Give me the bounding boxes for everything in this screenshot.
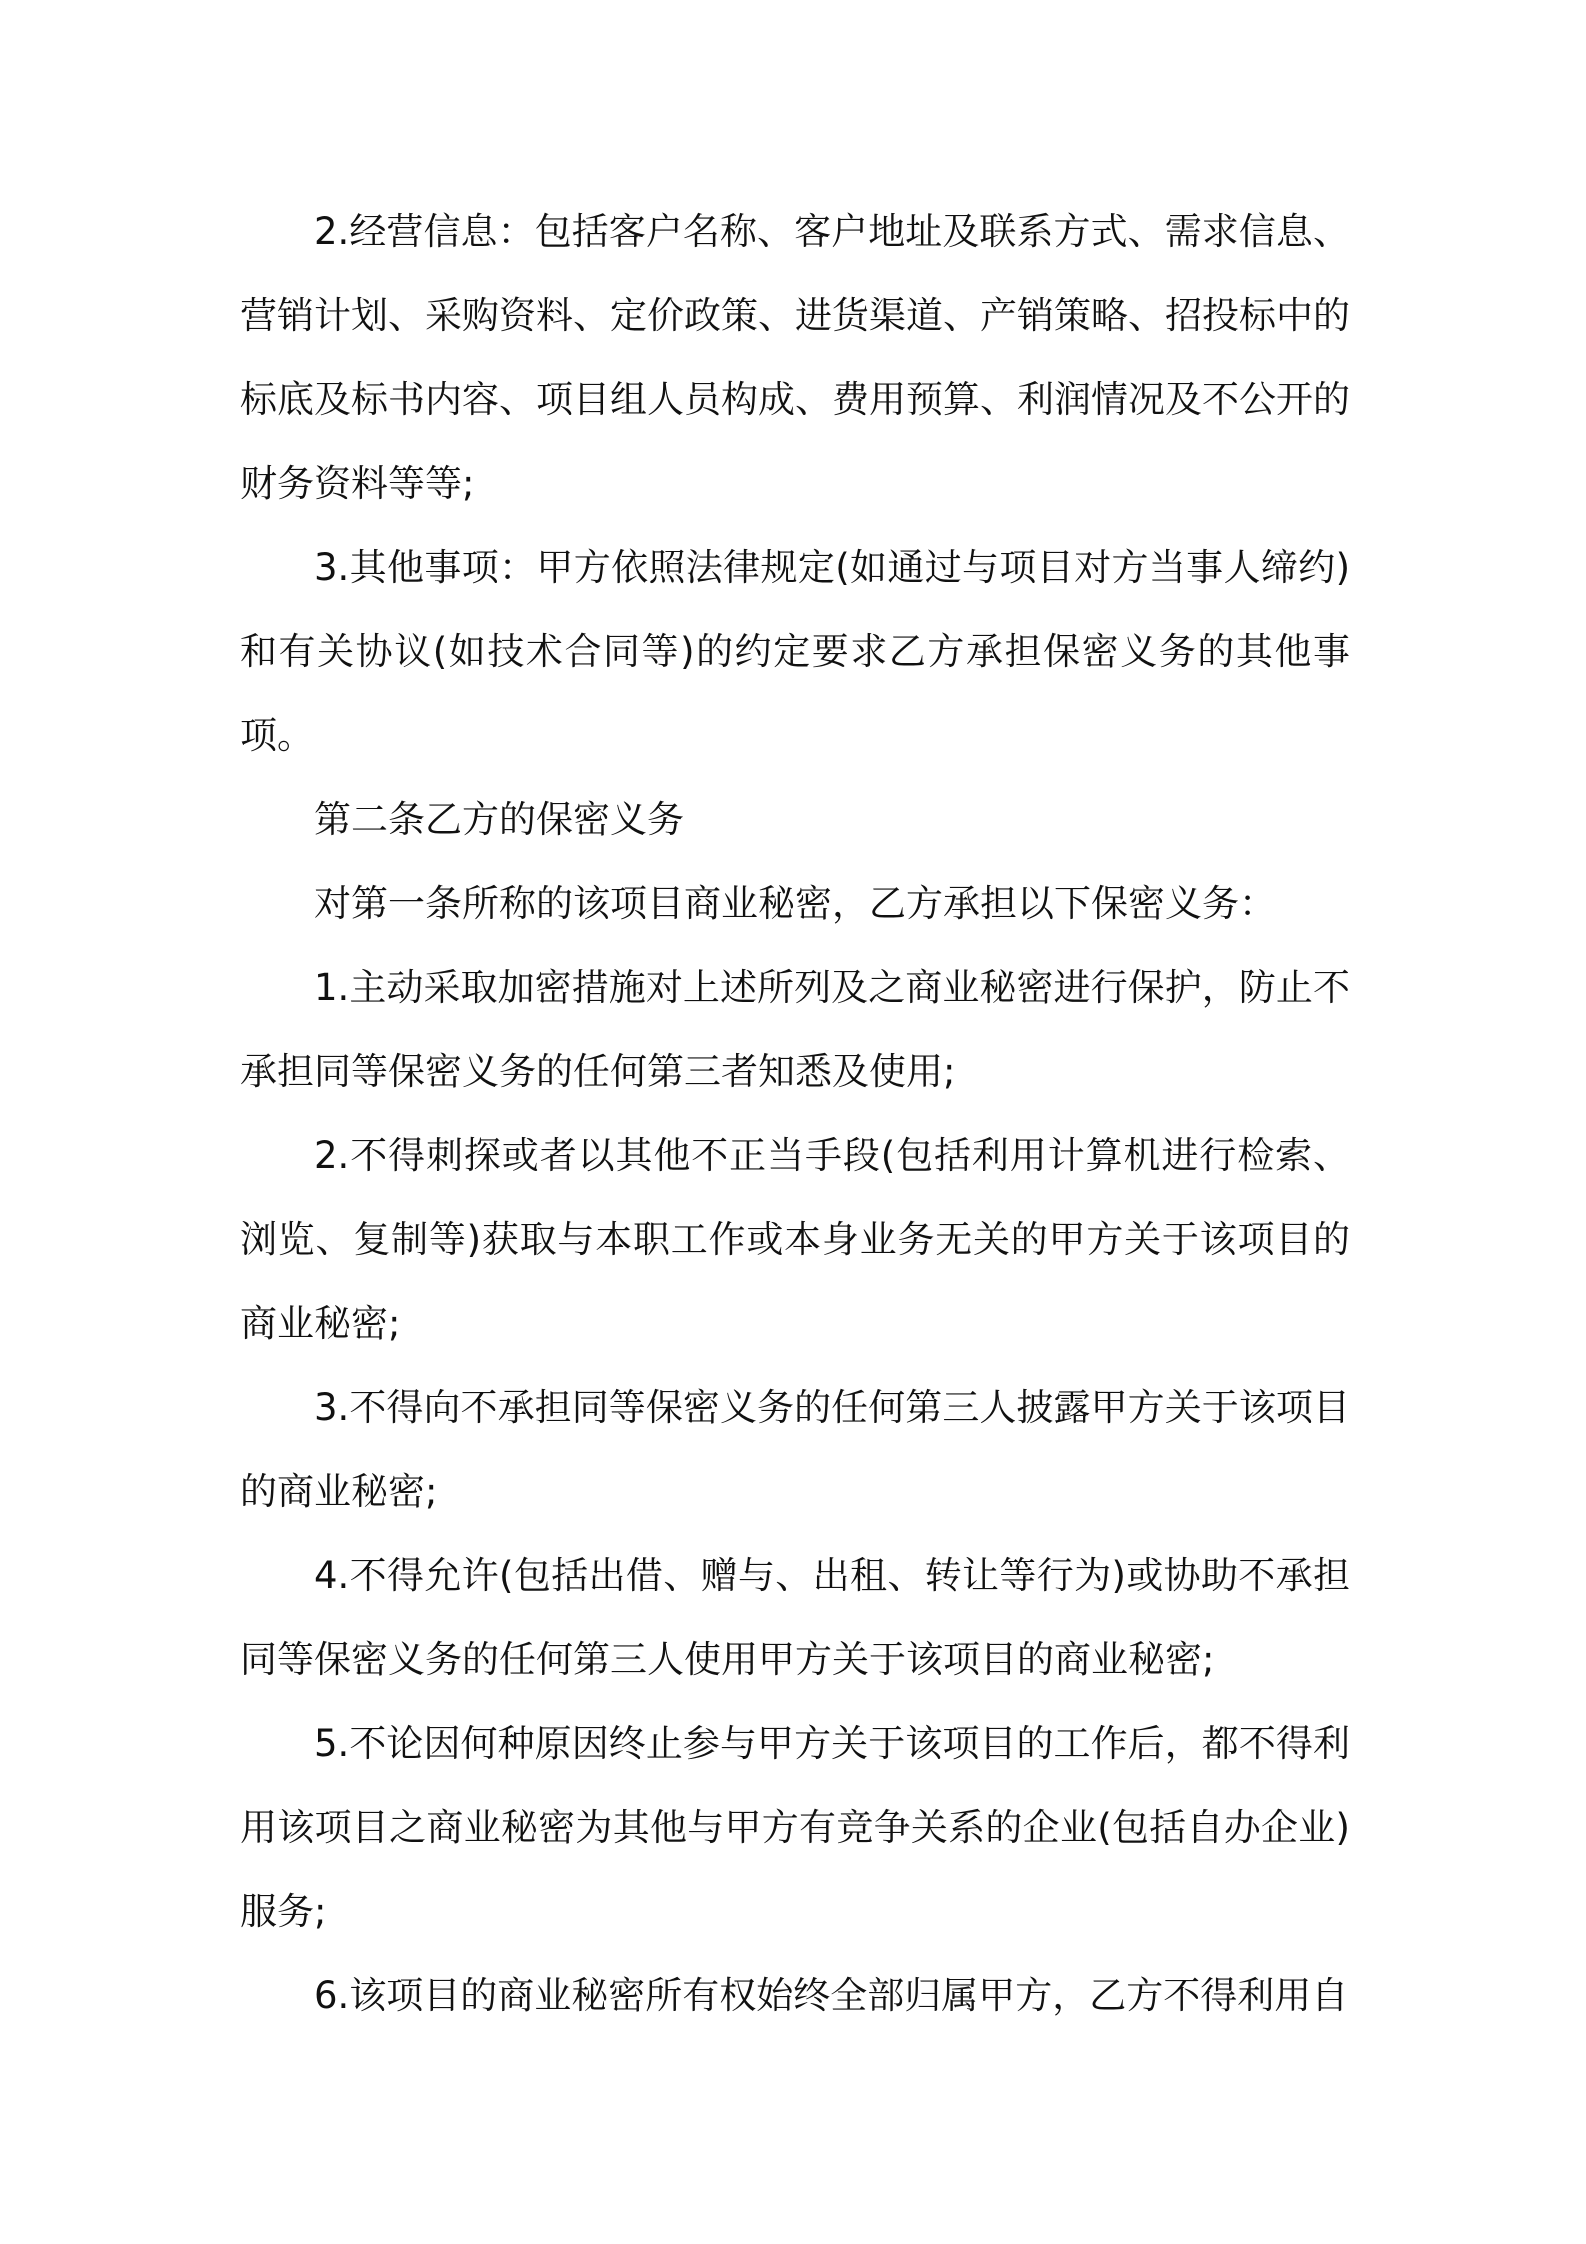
paragraph-obligations-intro: 对第一条所称的该项目商业秘密，乙方承担以下保密义务： — [314, 882, 1276, 925]
paragraph-obligation-6: 6.该项目的商业秘密所有权始终全部归属甲方，乙方不得利用自 — [314, 1974, 1349, 2017]
paragraph-obligation-1: 1.主动采取加密措施对上述所列及之商业秘密进行保护，防止不承担同等保密义务的任何第三者知悉及使用; — [240, 966, 1350, 1093]
paragraph-business-info: 2.经营信息：包括客户名称、客户地址及联系方式、需求信息、营销计划、采购资料、定价政策、进货渠道、产销策略、招投标中的标底及标书内容、项目组人员构成、费用预算、利润情况及不公开的财务资料等等; — [240, 210, 1350, 505]
paragraph-obligation-5: 5.不论因何种原因终止参与甲方关于该项目的工作后，都不得利用该项目之商业秘密为其他与甲方有竞争关系的企业(包括自办企业)服务; — [240, 1722, 1350, 1933]
article-two-heading: 第二条乙方的保密义务 — [314, 798, 684, 841]
paragraph-obligation-2: 2.不得刺探或者以其他不正当手段(包括利用计算机进行检索、浏览、复制等)获取与本职工作或本身业务无关的甲方关于该项目的商业秘密; — [240, 1134, 1350, 1345]
paragraph-obligation-4: 4.不得允许(包括出借、赠与、出租、转让等行为)或协助不承担同等保密义务的任何第三人使用甲方关于该项目的商业秘密; — [240, 1554, 1350, 1681]
paragraph-obligation-3: 3.不得向不承担同等保密义务的任何第三人披露甲方关于该项目的商业秘密; — [240, 1386, 1350, 1513]
paragraph-other-matters: 3.其他事项：甲方依照法律规定(如通过与项目对方当事人缔约)和有关协议(如技术合同等)的约定要求乙方承担保密义务的其他事项。 — [240, 546, 1350, 757]
document-body — [240, 190, 1350, 2038]
